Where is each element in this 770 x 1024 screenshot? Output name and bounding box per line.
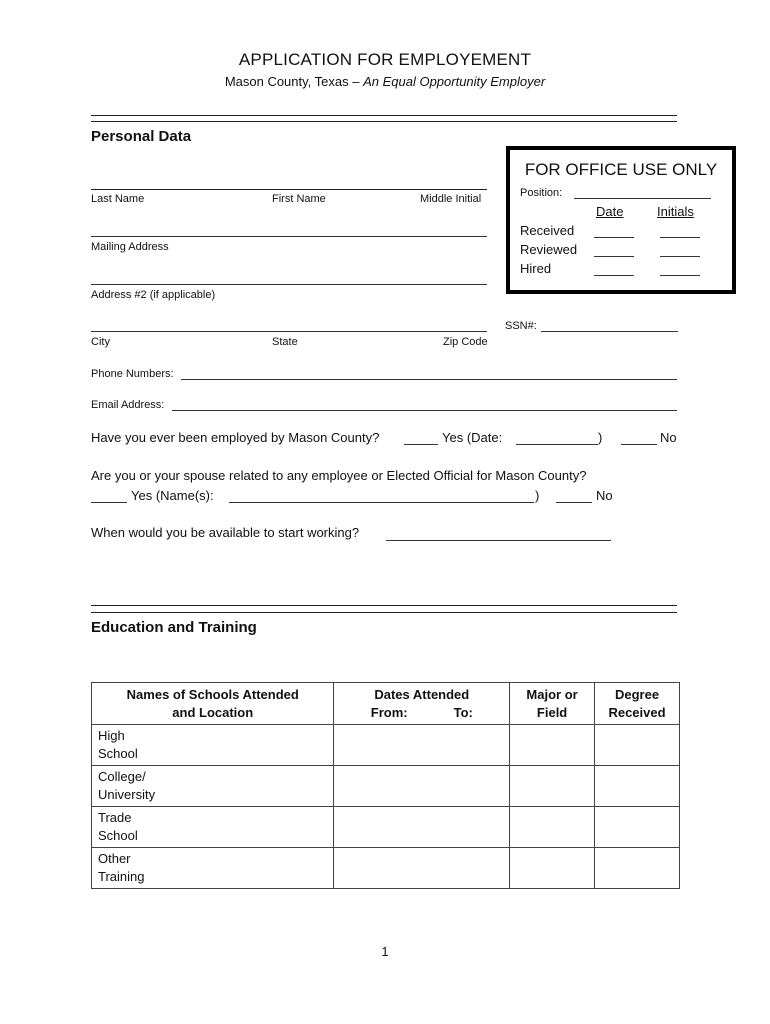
degree-header-line2: Received (608, 705, 666, 720)
education-rule-1 (91, 605, 677, 606)
dates-header-line1: Dates Attended (374, 687, 470, 702)
office-reviewed-date-line[interactable] (594, 256, 634, 257)
q2-yes-label: Yes (Name(s): (131, 488, 214, 503)
q2-close: ) (535, 488, 540, 503)
schools-header-line2: and Location (172, 705, 254, 720)
ssn-line[interactable] (541, 331, 678, 332)
header-rule-1 (91, 115, 677, 116)
mailing-address-line[interactable] (91, 236, 487, 237)
degree-header-line1: Degree (614, 687, 660, 702)
city-state-zip-line[interactable] (91, 331, 487, 332)
row-label-line1: Other (98, 851, 131, 866)
q1-yes-label: Yes (Date: (442, 430, 503, 445)
education-heading: Education and Training (91, 619, 257, 636)
office-use-title: FOR OFFICE USE ONLY (524, 160, 718, 179)
q3-line[interactable] (386, 540, 611, 541)
office-reviewed-initials-line[interactable] (660, 256, 700, 257)
phone-label: Phone Numbers: (91, 368, 174, 380)
personal-data-heading: Personal Data (91, 128, 192, 145)
degree-cell[interactable] (595, 766, 680, 807)
q2-yes-line[interactable] (91, 502, 127, 503)
mailing-address-label: Mailing Address (91, 241, 169, 253)
major-cell[interactable] (510, 848, 595, 889)
table-row (92, 848, 680, 889)
degree-header (595, 683, 680, 725)
table-row (92, 725, 680, 766)
office-hired-label: Hired (520, 261, 552, 276)
row-label-line2: School (98, 746, 138, 761)
major-cell[interactable] (510, 807, 595, 848)
q1-no-label: No (660, 430, 677, 445)
degree-cell[interactable] (595, 807, 680, 848)
city-label: City (91, 336, 110, 348)
row-label-line2: School (98, 828, 138, 843)
state-label: State (272, 336, 298, 348)
dates-header-line2 (340, 704, 503, 722)
office-use-box (506, 146, 736, 294)
email-label: Email Address: (91, 399, 165, 411)
q1-no-line[interactable] (621, 444, 657, 445)
dates-from: From: (370, 705, 408, 720)
page-subtitle (0, 74, 770, 89)
schools-header-line1: Names of Schools Attended (126, 687, 299, 702)
degree-cell[interactable] (595, 725, 680, 766)
school-type-cell (92, 766, 334, 807)
dates-cell[interactable] (334, 807, 510, 848)
page-number: 1 (381, 944, 389, 959)
dates-header (334, 683, 510, 725)
header-rule-2 (91, 121, 677, 122)
table-row (92, 766, 680, 807)
q1-text: Have you ever been employed by Mason County? (91, 430, 380, 445)
last-name-label: Last Name (91, 193, 145, 205)
major-header (510, 683, 595, 725)
row-label-line2: University (98, 787, 156, 802)
office-received-date-line[interactable] (594, 237, 634, 238)
q1-date-line[interactable] (516, 444, 598, 445)
office-received-label: Received (520, 223, 575, 238)
address2-line[interactable] (91, 284, 487, 285)
office-position-line[interactable] (574, 198, 711, 199)
q1-yes-line[interactable] (404, 444, 438, 445)
school-type-cell (92, 725, 334, 766)
subtitle-county: Mason County, Texas – (224, 74, 364, 89)
q1-close: ) (598, 430, 603, 445)
education-table (91, 682, 680, 889)
major-header-line2: Field (536, 705, 568, 720)
row-label-line1: Trade (98, 810, 132, 825)
phone-line[interactable] (181, 379, 677, 380)
table-row (92, 807, 680, 848)
office-date-header: Date (596, 204, 624, 219)
subtitle-eoe: An Equal Opportunity Employer (363, 74, 546, 89)
q2-text: Are you or your spouse related to any employee or Elected Official for Mason County? (91, 468, 587, 483)
dates-to: To: (453, 705, 473, 720)
q2-no-line[interactable] (556, 502, 592, 503)
dates-cell[interactable] (334, 848, 510, 889)
name-line[interactable] (91, 189, 487, 190)
office-reviewed-label: Reviewed (520, 242, 578, 257)
address2-label: Address #2 (if applicable) (91, 289, 216, 301)
major-header-line1: Major or (526, 687, 578, 702)
office-received-initials-line[interactable] (660, 237, 700, 238)
q2-names-line[interactable] (229, 502, 534, 503)
q2-no-label: No (596, 488, 613, 503)
row-label-line1: College/ (98, 769, 146, 784)
row-label-line1: High (98, 728, 125, 743)
office-initials-header: Initials (657, 204, 694, 219)
degree-cell[interactable] (595, 848, 680, 889)
first-name-label: First Name (272, 193, 326, 205)
dates-cell[interactable] (334, 725, 510, 766)
schools-header (92, 683, 334, 725)
email-line[interactable] (172, 410, 677, 411)
row-label-line2: Training (98, 869, 145, 884)
middle-initial-label: Middle Initial (420, 193, 482, 205)
major-cell[interactable] (510, 725, 595, 766)
q3-text: When would you be available to start working? (91, 525, 360, 540)
education-rule-2 (91, 612, 677, 613)
office-hired-date-line[interactable] (594, 275, 634, 276)
zip-label: Zip Code (443, 336, 488, 348)
school-type-cell (92, 848, 334, 889)
school-type-cell (92, 807, 334, 848)
ssn-label: SSN#: (505, 320, 537, 332)
dates-cell[interactable] (334, 766, 510, 807)
office-hired-initials-line[interactable] (660, 275, 700, 276)
office-position-label: Position: (520, 187, 563, 199)
page-title: APPLICATION FOR EMPLOYEMENT (238, 50, 532, 69)
major-cell[interactable] (510, 766, 595, 807)
education-header-row (92, 683, 680, 725)
